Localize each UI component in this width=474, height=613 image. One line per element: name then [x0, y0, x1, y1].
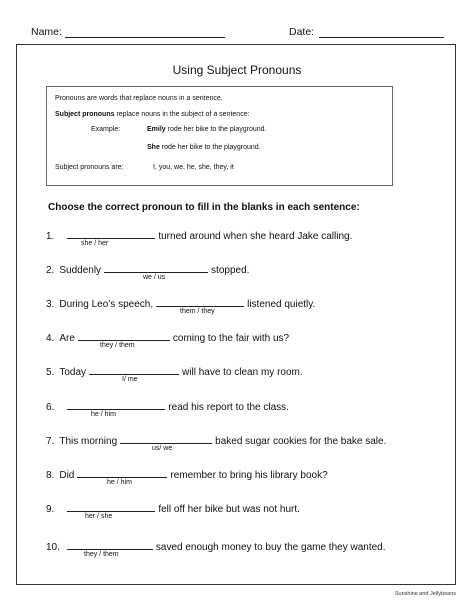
example-2-rest: rode her bike to the playground. — [159, 144, 261, 151]
answer-blank[interactable] — [67, 540, 153, 550]
pronoun-options: I/ me — [122, 376, 138, 383]
pronoun-options: us/ we — [152, 445, 173, 452]
question-8 — [46, 468, 328, 482]
answer-blank[interactable] — [78, 331, 170, 341]
definition-box — [46, 86, 393, 186]
page-title: Using Subject Pronouns — [172, 63, 302, 77]
answer-blank[interactable] — [67, 229, 155, 239]
question-number: 3. — [46, 299, 55, 310]
question-text-after: listened quietly. — [247, 299, 316, 310]
subject-pronoun-term: Subject pronouns — [55, 111, 115, 118]
pronoun-options: they / them — [100, 342, 135, 349]
question-text-after: fell off her bike but was not hurt. — [158, 504, 300, 515]
question-text-after: will have to clean my room. — [182, 367, 303, 378]
question-text-before: Are — [59, 333, 75, 344]
instructions: Choose the correct pronoun to fill in the blanks in each sentence: — [48, 202, 360, 213]
question-number: 9. — [46, 504, 55, 515]
name-label: Name: — [31, 26, 62, 38]
subject-pronoun-definition — [55, 111, 250, 118]
worksheet-header — [0, 24, 474, 44]
question-7 — [46, 434, 386, 448]
question-number: 5. — [46, 367, 55, 378]
answer-blank[interactable] — [120, 434, 212, 444]
answer-blank[interactable] — [67, 502, 155, 512]
footer-credit: Sunshine and Jellybeans — [394, 591, 456, 597]
answer-blank[interactable] — [156, 297, 244, 307]
question-text-before: Did — [59, 470, 75, 481]
question-6 — [46, 400, 289, 414]
question-number: 8. — [46, 470, 55, 481]
question-text-after: baked sugar cookies for the bake sale. — [215, 436, 387, 447]
pronoun-options: she / her — [81, 240, 109, 247]
question-5 — [46, 365, 303, 379]
date-label: Date: — [289, 26, 315, 38]
answer-blank[interactable] — [67, 400, 165, 410]
example-1-noun: Emily — [147, 126, 166, 133]
question-text-after: stopped. — [211, 265, 250, 276]
pronoun-list: I, you, we, he, she, they, it — [153, 164, 234, 171]
answer-blank[interactable] — [77, 468, 167, 478]
question-text-before: Today — [59, 367, 87, 378]
question-text-after: coming to the fair with us? — [172, 333, 290, 344]
question-text-before: Suddenly — [59, 265, 102, 276]
pronoun-list-label: Subject pronouns are: — [55, 164, 124, 171]
question-number: 1. — [46, 231, 55, 242]
question-number: 2. — [46, 265, 55, 276]
date-field[interactable] — [319, 37, 444, 38]
example-sentence-1 — [147, 126, 266, 133]
pronoun-options: he / him — [91, 411, 116, 418]
question-number: 7. — [46, 436, 55, 447]
question-number: 4. — [46, 333, 55, 344]
name-field[interactable] — [65, 37, 225, 38]
example-sentence-2 — [147, 144, 261, 151]
pronoun-options: them / they — [180, 308, 215, 315]
answer-blank[interactable] — [104, 263, 208, 273]
question-text-before: During Leo’s speech, — [59, 299, 154, 310]
question-text-after: saved enough money to buy the game they wanted. — [155, 542, 386, 553]
answer-blank[interactable] — [89, 365, 179, 375]
question-4 — [46, 331, 289, 345]
example-2-pronoun: She — [147, 144, 160, 151]
definition-text: Pronouns are words that replace nouns in a sentence. — [55, 95, 223, 102]
question-text-after: turned around when she heard Jake calling. — [158, 231, 353, 242]
question-number: 10. — [46, 542, 60, 553]
pronoun-options: her / she — [85, 513, 113, 520]
example-label: Example: — [91, 126, 121, 133]
pronoun-options: they / them — [84, 551, 119, 558]
question-text-after: remember to bring his library book? — [170, 470, 328, 481]
pronoun-options: we / us — [143, 274, 166, 281]
subject-pronoun-desc: replace nouns in the subject of a sentence: — [114, 111, 250, 118]
question-text-after: read his report to the class. — [168, 402, 289, 413]
pronoun-options: he / him — [107, 479, 132, 486]
example-1-rest: rode her bike to the playground. — [165, 126, 267, 133]
question-text-before: This morning — [59, 436, 118, 447]
question-number: 6. — [46, 402, 55, 413]
